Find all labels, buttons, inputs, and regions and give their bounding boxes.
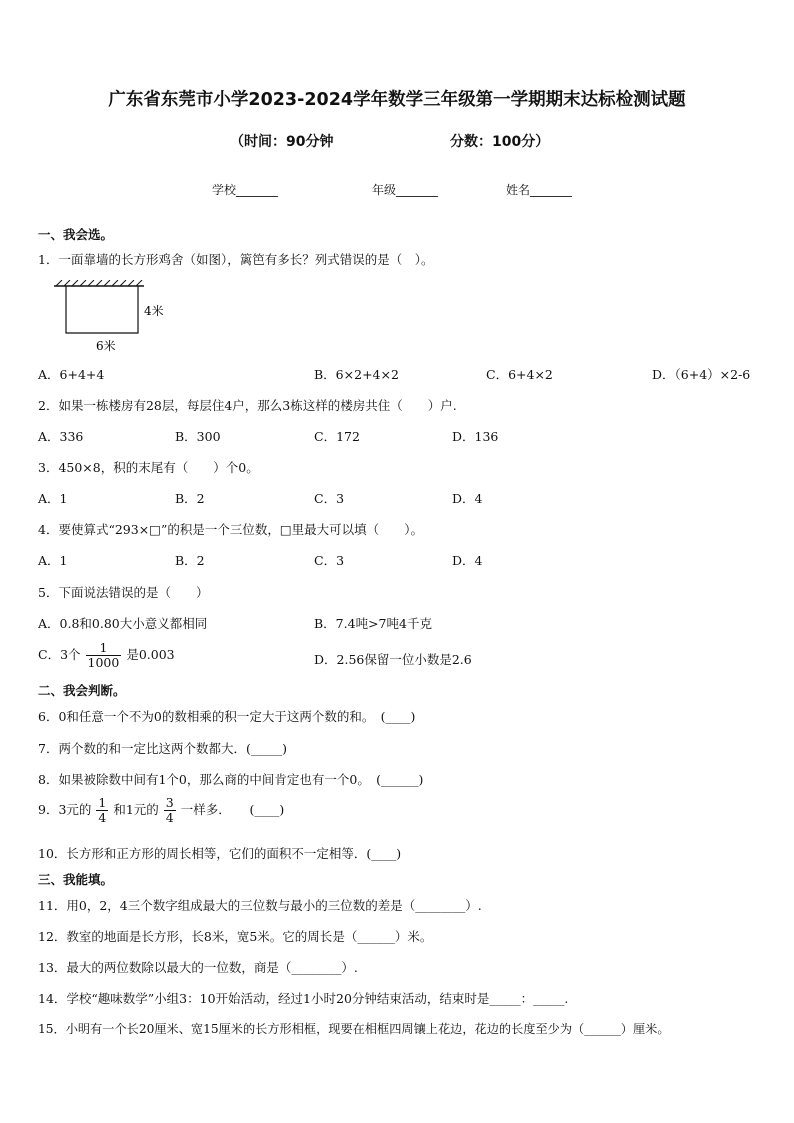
q1-option-a: A．6+4+4 — [38, 367, 105, 382]
figure-height-label: 4米 — [144, 304, 164, 318]
q5-option-d: D．2.56保留一位小数是2.6 — [314, 652, 472, 667]
q5-c-suffix: 是0.003 — [126, 647, 175, 662]
q2-option-a: A．336 — [38, 429, 84, 444]
question-11: 11．用0，2，4三个数字组成最大的三位数与最小的三位数的差是（________）. — [38, 898, 482, 913]
coop-figure — [52, 280, 182, 356]
q3-option-d: D．4 — [452, 491, 483, 506]
fraction-numerator: 3 — [165, 795, 174, 810]
q5-option-b: B．7.4吨>7吨4千克 — [314, 616, 432, 631]
section-heading-choice: 一、我会选。 — [38, 227, 114, 242]
question-3: 3．450×8，积的末尾有（ ）个0。 — [38, 460, 259, 475]
fraction-one-thousandth — [86, 641, 122, 670]
score-label: 分数：100分） — [450, 134, 550, 150]
question-5: 5．下面说法错误的是（ ） — [38, 585, 209, 600]
fraction-denominator: 4 — [165, 810, 174, 825]
q4-option-b: B．2 — [175, 553, 205, 568]
section-heading-fill: 三、我能填。 — [38, 872, 114, 887]
q9-middle: 和1元的 — [113, 802, 159, 817]
school-field: 学校_______ — [212, 183, 279, 197]
q9-suffix: 一样多． (____) — [180, 802, 285, 817]
question-10: 10．长方形和正方形的周长相等，它们的面积不一定相等．(____) — [38, 846, 402, 861]
fraction-denominator: 4 — [98, 810, 107, 825]
q2-option-d: D．136 — [452, 429, 499, 444]
figure-width-label: 6米 — [96, 339, 116, 353]
fraction-denominator: 1000 — [87, 655, 120, 670]
fraction-numerator: 1 — [86, 641, 122, 656]
q4-option-d: D．4 — [452, 553, 483, 568]
coop-diagram — [52, 280, 182, 356]
name-field: 姓名_______ — [506, 183, 573, 197]
q3-option-b: B．2 — [175, 491, 205, 506]
fraction-numerator: 1 — [98, 795, 107, 810]
question-1: 1．一面靠墙的长方形鸡舍（如图），篱笆有多长？列式错误的是（ ）。 — [38, 252, 434, 267]
grade-field: 年级_______ — [372, 183, 439, 197]
question-8: 8．如果被除数中间有1个0，那么商的中间肯定也有一个0。 (______) — [38, 772, 424, 787]
question-13: 13．最大的两位数除以最大的一位数，商是（________）. — [38, 960, 358, 975]
q5-c-prefix: C．3个 — [38, 647, 81, 662]
q4-option-a: A．1 — [38, 553, 68, 568]
time-label: （时间：90分钟 — [230, 134, 334, 150]
q1-option-d: D．（6+4）×2-6 — [652, 367, 751, 382]
page-title: 广东省东莞市小学2023-2024学年数学三年级第一学期期末达标检测试题 — [108, 90, 686, 110]
q5-option-a: A．0.8和0.80大小意义都相同 — [38, 616, 208, 631]
q2-option-b: B．300 — [175, 429, 221, 444]
question-9 — [38, 796, 284, 825]
fraction-one-quarter — [96, 796, 108, 825]
section-heading-judge: 二、我会判断。 — [38, 683, 126, 698]
q9-prefix: 9．3元的 — [38, 802, 92, 817]
question-14: 14．学校“趣味数学”小组3：10开始活动，经过1小时20分钟结束活动，结束时是_____：_____. — [38, 991, 569, 1006]
q3-option-a: A．1 — [38, 491, 68, 506]
q1-option-c: C．6+4×2 — [486, 367, 553, 382]
question-15: 15．小明有一个长20厘米、宽15厘米的长方形相框，现要在相框四周镶上花边，花边的长度至少为（______）厘米。 — [38, 1022, 670, 1036]
q4-option-c: C．3 — [314, 553, 345, 568]
q1-option-b: B．6×2+4×2 — [314, 367, 399, 382]
question-2: 2．如果一栋楼房有28层，每层住4户，那么3栋这样的楼房共住（ ）户. — [38, 398, 457, 413]
question-12: 12．教室的地面是长方形，长8米，宽5米。它的周长是（______）米。 — [38, 929, 433, 944]
q3-option-c: C．3 — [314, 491, 345, 506]
q5-option-c — [38, 641, 175, 670]
exam-meta — [230, 131, 570, 151]
question-4: 4．要使算式“293×□”的积是一个三位数，□里最大可以填（ ）。 — [38, 522, 423, 537]
question-7: 7．两个数的和一定比这两个数都大．(_____) — [38, 741, 287, 756]
q2-option-c: C．172 — [314, 429, 360, 444]
fraction-three-quarters — [164, 796, 176, 825]
question-6: 6．0和任意一个不为0的数相乘的积一定大于这两个数的和。 (____) — [38, 709, 416, 724]
